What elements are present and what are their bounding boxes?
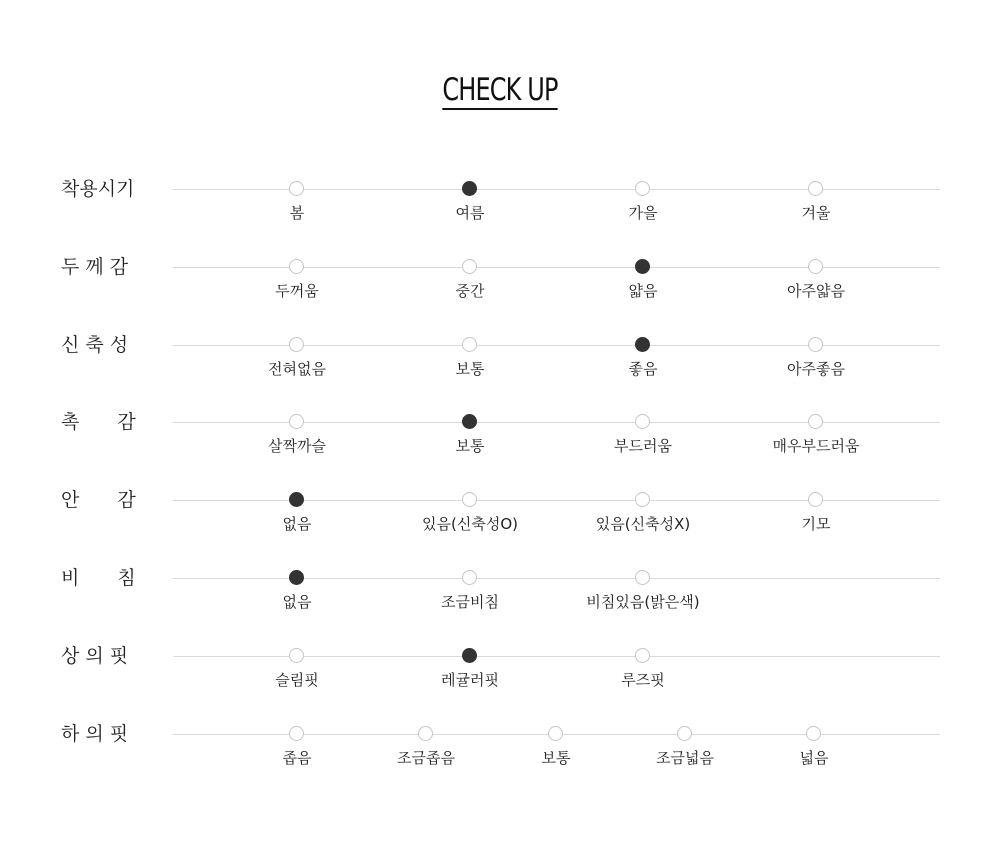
- option-label: 보통: [455, 437, 485, 455]
- selected-dot: [635, 259, 650, 274]
- row-label: 안 감: [61, 489, 136, 511]
- option-label: 여름: [455, 204, 485, 222]
- empty-dot: [289, 337, 304, 352]
- empty-dot: [289, 726, 304, 741]
- empty-dot: [462, 259, 477, 274]
- empty-dot: [462, 570, 477, 585]
- option-label: 보통: [541, 749, 571, 767]
- checkup-row: [0, 645, 1000, 716]
- empty-dot: [677, 726, 692, 741]
- option-label: 두꺼움: [275, 282, 319, 300]
- option-label: 조금비침: [441, 593, 499, 611]
- option-label: 보통: [455, 360, 485, 378]
- selected-dot: [289, 570, 304, 585]
- checkup-row: [0, 411, 1000, 482]
- option-label: 겨울: [801, 204, 831, 222]
- selected-dot: [289, 492, 304, 507]
- checkup-row: [0, 567, 1000, 638]
- empty-dot: [635, 648, 650, 663]
- option-label: 기모: [801, 515, 831, 533]
- row-label: 비 침: [61, 567, 136, 589]
- option-label: 살짝까슬: [268, 437, 326, 455]
- option-label: 전혀없음: [268, 360, 326, 378]
- option-label: 아주좋음: [787, 360, 845, 378]
- option-label: 아주얇음: [787, 282, 845, 300]
- option-label: 슬림핏: [275, 671, 319, 689]
- option-label: 없음: [282, 515, 312, 533]
- empty-dot: [289, 648, 304, 663]
- option-label: 비침있음(밝은색): [586, 593, 700, 611]
- selected-dot: [635, 337, 650, 352]
- empty-dot: [635, 492, 650, 507]
- option-label: 좋음: [628, 360, 658, 378]
- row-label: 신 축 성: [61, 334, 129, 356]
- empty-dot: [808, 181, 823, 196]
- row-label: 하 의 핏: [61, 723, 129, 745]
- empty-dot: [808, 259, 823, 274]
- option-label: 봄: [289, 204, 305, 222]
- row-label: 두 께 감: [61, 256, 129, 278]
- empty-dot: [635, 570, 650, 585]
- checkup-row: [0, 489, 1000, 560]
- empty-dot: [289, 259, 304, 274]
- empty-dot: [418, 726, 433, 741]
- checkup-row: [0, 334, 1000, 405]
- empty-dot: [808, 414, 823, 429]
- checkup-row: [0, 723, 1000, 794]
- selected-dot: [462, 414, 477, 429]
- empty-dot: [635, 414, 650, 429]
- checkup-row: [0, 256, 1000, 327]
- empty-dot: [548, 726, 563, 741]
- option-label: 있음(신축성X): [595, 515, 691, 533]
- option-label: 레귤러핏: [441, 671, 499, 689]
- empty-dot: [289, 181, 304, 196]
- empty-dot: [806, 726, 821, 741]
- row-label: 상 의 핏: [61, 645, 129, 667]
- option-label: 없음: [282, 593, 312, 611]
- checkup-row: [0, 178, 1000, 249]
- empty-dot: [462, 492, 477, 507]
- option-label: 중간: [455, 282, 485, 300]
- option-label: 가을: [628, 204, 658, 222]
- empty-dot: [635, 181, 650, 196]
- check-up-heading-wrap: [0, 72, 1000, 110]
- option-label: 루즈핏: [621, 671, 665, 689]
- empty-dot: [289, 414, 304, 429]
- empty-dot: [462, 337, 477, 352]
- option-label: 조금넓음: [656, 749, 714, 767]
- option-label: 좁음: [282, 749, 312, 767]
- option-label: 얇음: [628, 282, 658, 300]
- option-label: 부드러움: [614, 437, 672, 455]
- option-label: 있음(신축성O): [422, 515, 518, 533]
- empty-dot: [808, 492, 823, 507]
- selected-dot: [462, 181, 477, 196]
- option-label: 조금좁음: [397, 749, 455, 767]
- row-label: 착용시기: [61, 178, 135, 200]
- empty-dot: [808, 337, 823, 352]
- option-label: 넓음: [799, 749, 829, 767]
- option-label: 매우부드러움: [772, 437, 860, 455]
- check-up-title: CHECK UP: [442, 72, 558, 108]
- row-label: 촉 감: [61, 411, 136, 433]
- selected-dot: [462, 648, 477, 663]
